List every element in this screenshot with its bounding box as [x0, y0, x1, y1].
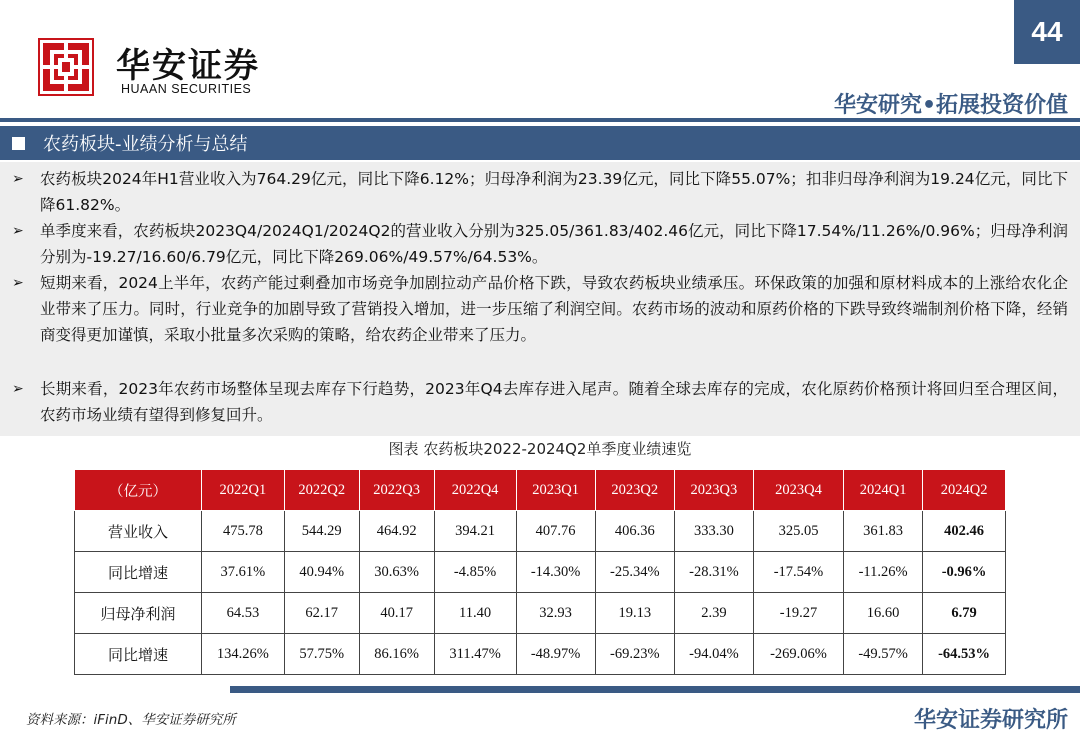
table-cell: 86.16%	[359, 634, 434, 675]
column-header: 2023Q2	[595, 470, 674, 511]
huaan-logo-icon	[38, 38, 94, 96]
table-row	[75, 634, 1006, 675]
table-cell: 16.60	[844, 593, 923, 634]
table-cell: 40.17	[359, 593, 434, 634]
column-header: 2022Q3	[359, 470, 434, 511]
header-tagline: 华安研究•拓展投资价值	[833, 93, 1068, 118]
bullet-item	[12, 376, 1068, 428]
table-cell: 407.76	[516, 511, 595, 552]
table-cell: -49.57%	[844, 634, 923, 675]
table-cell: 62.17	[284, 593, 359, 634]
section-title: 农药板块-业绩分析与总结	[43, 134, 248, 155]
bullet-text: 长期来看，2023年农药市场整体呈现去库存下行趋势，2023年Q4去库存进入尾声。随着全球去库存的完成，农化原药价格预计将回归至合理区间，农药市场业绩有望得到修复回升。	[40, 380, 1068, 424]
table-cell: 30.63%	[359, 552, 434, 593]
row-label: 归母净利润	[75, 593, 202, 634]
arrow-bullet-icon: ➢	[12, 223, 24, 239]
column-header: 2023Q4	[753, 470, 843, 511]
column-header: 2024Q1	[844, 470, 923, 511]
table-header-row	[75, 470, 1006, 511]
performance-table	[74, 469, 1006, 675]
row-label: 同比增速	[75, 634, 202, 675]
table-cell: 475.78	[202, 511, 285, 552]
table-row	[75, 552, 1006, 593]
table-cell: -4.85%	[434, 552, 516, 593]
bullet-text: 单季度来看，农药板块2023Q4/2024Q1/2024Q2的营业收入分别为325.05/361.83/402.46亿元，同比下降17.54%/11.26%/0.96%；归母净利润分别为-19.27/16.60/6.79亿元，同比下降269.06%/49.57%/64.53%。	[40, 222, 1068, 266]
bullet-item	[12, 270, 1068, 348]
header-divider	[0, 118, 1080, 122]
table-cell: 311.47%	[434, 634, 516, 675]
column-header: 2022Q4	[434, 470, 516, 511]
table-cell: 40.94%	[284, 552, 359, 593]
row-label: 营业收入	[75, 511, 202, 552]
table-cell: 19.13	[595, 593, 674, 634]
table-cell: -94.04%	[674, 634, 753, 675]
table-cell: -269.06%	[753, 634, 843, 675]
bullet-text: 短期来看，2024上半年，农药产能过剩叠加市场竞争加剧拉动产品价格下跌，导致农药板块业绩承压。环保政策的加强和原材料成本的上涨给农化企业带来了压力。同时，行业竞争的加剧导致了营销投入增加，进一步压缩了利润空间。农药市场的波动和原药价格的下跌导致终端制剂价格下降，经销商变得更加谨慎，采取小批量多次采购的策略，给农药企业带来了压力。	[40, 274, 1068, 344]
section-title-bar	[0, 126, 1080, 160]
table-cell: 2.39	[674, 593, 753, 634]
table-row	[75, 511, 1006, 552]
footer-divider	[230, 686, 1080, 693]
bullet-item	[12, 166, 1068, 218]
column-header: 2023Q1	[516, 470, 595, 511]
table-cell: 544.29	[284, 511, 359, 552]
column-header: 2024Q2	[923, 470, 1006, 511]
arrow-bullet-icon: ➢	[12, 275, 24, 291]
table-cell: -48.97%	[516, 634, 595, 675]
table-cell: 64.53	[202, 593, 285, 634]
table-cell: 325.05	[753, 511, 843, 552]
table-row	[75, 593, 1006, 634]
unit-header: （亿元）	[75, 470, 202, 511]
table-cell: -17.54%	[753, 552, 843, 593]
data-source-note: 资料来源：iFinD、华安证券研究所	[26, 712, 236, 728]
table-cell: 32.93	[516, 593, 595, 634]
column-header: 2022Q1	[202, 470, 285, 511]
bullet-item	[12, 218, 1068, 270]
row-label: 同比增速	[75, 552, 202, 593]
table-cell: 394.21	[434, 511, 516, 552]
table-cell: 37.61%	[202, 552, 285, 593]
table-cell: 361.83	[844, 511, 923, 552]
brand-name-en: HUAAN SECURITIES	[121, 82, 252, 96]
table-cell: -19.27	[753, 593, 843, 634]
column-header: 2023Q3	[674, 470, 753, 511]
brand-name-cn: 华安证券	[116, 46, 260, 86]
table-cell: -11.26%	[844, 552, 923, 593]
table-cell: 11.40	[434, 593, 516, 634]
bullet-text: 农药板块2024年H1营业收入为764.29亿元，同比下降6.12%；归母净利润为23.39亿元，同比下降55.07%；扣非归母净利润为19.24亿元，同比下降61.82%。	[40, 170, 1068, 214]
arrow-bullet-icon: ➢	[12, 381, 24, 397]
arrow-bullet-icon: ➢	[12, 171, 24, 187]
table-cell: 464.92	[359, 511, 434, 552]
table-cell: 333.30	[674, 511, 753, 552]
page-number: 44	[1014, 0, 1080, 64]
table-cell: -28.31%	[674, 552, 753, 593]
table-cell: -69.23%	[595, 634, 674, 675]
column-header: 2022Q2	[284, 470, 359, 511]
table-cell: 57.75%	[284, 634, 359, 675]
table-cell: -25.34%	[595, 552, 674, 593]
table-cell: 406.36	[595, 511, 674, 552]
square-bullet-icon	[12, 137, 25, 150]
table-cell: -14.30%	[516, 552, 595, 593]
table-cell: -0.96%	[923, 552, 1006, 593]
table-cell: 6.79	[923, 593, 1006, 634]
footer-brand: 华安证券研究所	[913, 708, 1068, 733]
table-cell: -64.53%	[923, 634, 1006, 675]
table-cell: 402.46	[923, 511, 1006, 552]
figure-caption: 图表 农药板块2022-2024Q2单季度业绩速览	[388, 440, 692, 458]
table-cell: 134.26%	[202, 634, 285, 675]
